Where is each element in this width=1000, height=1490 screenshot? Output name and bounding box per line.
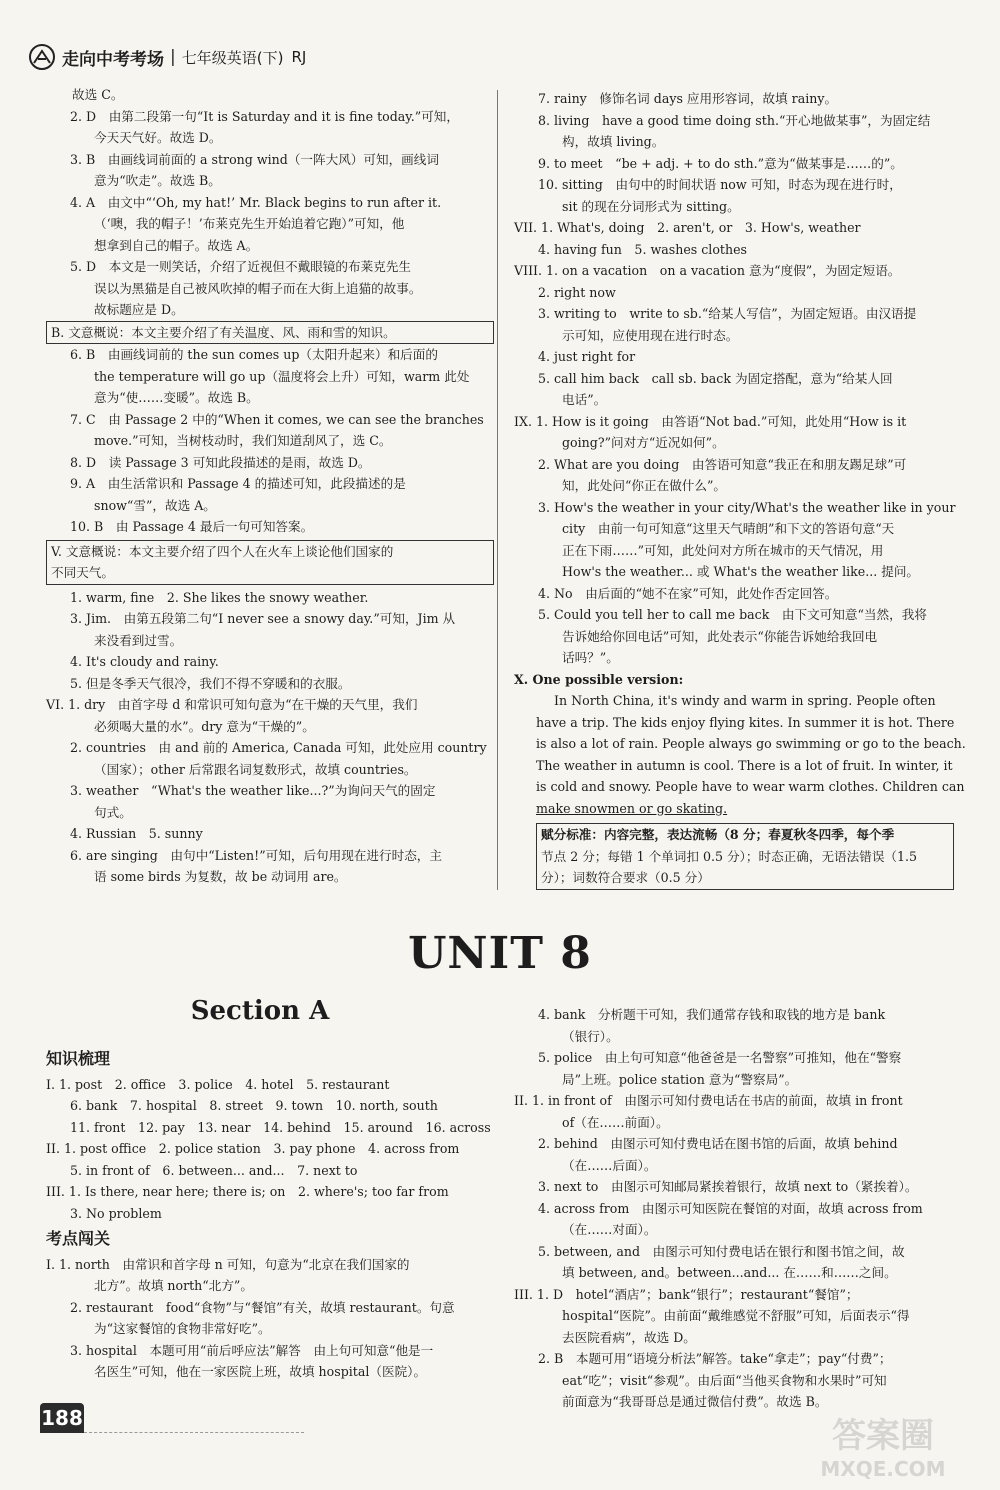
answer-line: 4. No 由后面的“她不在家”可知，此处作否定回答。	[538, 585, 838, 601]
answer-line: 6. are singing 由句中“Listen!”可知，后句用现在进行时态，主	[70, 847, 442, 863]
answer-line: 11. front 12. pay 13. near 14. behind 15. around 16. across	[70, 1119, 491, 1135]
answer-line: 为“这家餐馆的食物非常好吃”。	[94, 1321, 271, 1336]
answer-line: 4. Russian 5. sunny	[70, 826, 203, 841]
column-divider	[497, 90, 498, 890]
answer-line: 5. between, and 由图示可知付费电话在银行和图书馆之间，故	[538, 1243, 905, 1259]
answer-line: 想拿到自己的帽子。故选 A。	[94, 237, 259, 253]
answer-line: 填 between, and。between...and... 在……和……之间。	[562, 1265, 897, 1280]
answer-line: II. 1. post office 2. police station 3. pay phone 4. across from	[46, 1141, 460, 1156]
answer-line: 5. police 由上句可知意“他爸爸是一名警察”可推知，他在“警察	[538, 1050, 902, 1065]
answer-line: IX. 1. How is it going 由答语“Not bad.”可知，此处用“How is it	[514, 413, 907, 429]
answer-line: 3. How's the weather in your city/What's the weather like in your	[538, 499, 956, 515]
answer-line: VI. 1. dry 由首字母 d 和常识可知句意为“在干燥的天气里，我们	[46, 697, 418, 712]
answer-line: 告诉她给你回电话”可知，此处表示“你能告诉她给我回电	[562, 628, 878, 644]
answer-line: 前面意为“我哥哥总是通过微信付费”。故选 B。	[562, 1394, 828, 1409]
answer-line: 2. B 本题可用“语境分析法”解答。take“拿走”；pay“付费”；	[538, 1351, 892, 1366]
answer-line: 必须喝大量的水”。dry 意为“干燥的”。	[94, 718, 315, 734]
logo-icon	[28, 43, 56, 71]
answer-line: of（在……前面）。	[562, 1114, 669, 1130]
answer-line: （银行）。	[562, 1028, 619, 1044]
answer-line: 2. countries 由 and 前的 America, Canada 可知，此处应用 country	[70, 740, 487, 755]
right-column-upper	[514, 88, 966, 890]
answer-line: 故选 C。	[72, 87, 124, 102]
answer-line: 去医院看病”，故选 D。	[562, 1329, 696, 1345]
answer-line: 6. bank 7. hospital 8. street 9. town 10. north, south	[70, 1098, 438, 1113]
answer-line: III. 1. Is there, near here; there is; on 2. where's; too far from	[46, 1184, 449, 1199]
answer-line: 5. D 本文是一则笑话，介绍了近视但不戴眼镜的布莱克先生	[70, 259, 411, 274]
summary-box	[46, 540, 494, 585]
composition-line: is also a lot of rain. People always go swimming or go to the beach.	[536, 736, 966, 751]
answer-line: 5. call him back call sb. back 为固定搭配，意为“给某人回	[538, 370, 893, 386]
answer-line: 句式。	[94, 804, 132, 820]
answer-line: 6. B 由画线词前的 the sun comes up（太阳升起来）和后面的	[70, 347, 438, 362]
answer-line: 7. rainy 修饰名词 days 应用形容词，故填 rainy。	[538, 91, 838, 106]
answer-line: 构，故填 living。	[562, 134, 665, 149]
answer-line: 正在下雨……”可知，此处问对方所在城市的天气情况，用	[562, 542, 884, 558]
answer-line: 4. It's cloudy and rainy.	[70, 654, 219, 669]
answer-line: VII. 1. What's, doing 2. aren't, or 3. How's, weather	[514, 220, 861, 235]
scoring-box	[536, 823, 954, 890]
answer-line: 10. B 由 Passage 4 最后一句可知答案。	[70, 519, 314, 534]
answer-line: 语 some birds 为复数，故 be 动词用 are。	[94, 869, 347, 884]
answer-line: 局”上班。police station 意为“警察局”。	[562, 1071, 798, 1087]
answer-line: （在……对面）。	[562, 1222, 657, 1237]
composition-line: is cold and snowy. People have to wear warm clothes. Children can	[536, 779, 965, 794]
answer-line: 4. across from 由图示可知医院在餐馆的对面，故填 across from	[538, 1200, 923, 1216]
answer-line: 名医生”可知，他在一家医院上班，故填 hospital（医院）。	[94, 1364, 427, 1379]
answer-line: 2. right now	[538, 284, 616, 300]
section-title: Section A	[190, 996, 330, 1026]
answer-line: 4. A 由文中“‘Oh, my hat!’ Mr. Black begins to run after it.	[70, 194, 442, 210]
edition-tag: RJ	[291, 48, 307, 66]
answer-line: 2. behind 由图示可知付费电话在图书馆的后面，故填 behind	[538, 1136, 898, 1151]
page-number: 188	[40, 1403, 84, 1433]
footer-rule	[84, 1432, 304, 1433]
answer-line: （‘噢，我的帽子！’布莱克先生开始追着它跑）”可知，他	[94, 216, 405, 231]
unit-title: UNIT 8	[408, 928, 592, 979]
answer-line: 误以为黑猫是自己被风吹掉的帽子而在大街上追猫的故事。	[94, 280, 422, 296]
answer-line: 8. living have a good time doing sth.“开心地做某事”，为固定结	[538, 112, 931, 128]
summary-line: V. 文意概说：本文主要介绍了四个人在火车上谈论他们国家的	[51, 543, 394, 559]
answer-line: 示可知，应使用现在进行时态。	[562, 327, 739, 343]
answer-line: 4. having fun 5. washes clothes	[538, 241, 747, 257]
answer-line: 故标题应是 D。	[94, 302, 184, 317]
composition-line: In North China, it's windy and warm in spring. People often	[554, 693, 936, 708]
left-column-lower	[46, 1044, 494, 1383]
answer-line: snow“雪”，故选 A。	[94, 497, 216, 513]
answer-line: 今天天气好。故选 D。	[94, 130, 222, 145]
answer-line: sit 的现在分词形式为 sitting。	[562, 198, 740, 214]
scoring-line: 分）；词数符合要求（0.5 分）	[541, 870, 710, 885]
answer-line: 北方”。故填 north“北方”。	[94, 1278, 253, 1293]
answer-line: 3. hospital 本题可用“前后呼应法”解答 由上句可知意“他是一	[70, 1342, 434, 1358]
page-header	[28, 40, 468, 74]
scoring-line: 节点 2 分；每错 1 个单词扣 0.5 分）；时态正确，无语法错误（1.5	[541, 848, 918, 864]
answer-line: How's the weather... 或 What's the weather like... 提问。	[562, 564, 920, 579]
left-column-upper	[46, 84, 494, 888]
answer-line: VIII. 1. on a vacation on a vacation 意为“度假”，为固定短语。	[514, 263, 901, 278]
answer-line: move.”可知，当树枝动时，我们知道刮风了，选 C。	[94, 433, 392, 448]
answer-line: 3. weather “What's the weather like...?”为询问天气的固定	[70, 783, 436, 798]
answer-line: 电话”。	[562, 392, 607, 407]
answer-line: city 由前一句可知意“这里天气晴朗”和下文的答语句意“天	[562, 521, 895, 536]
watermark	[788, 1408, 978, 1480]
answer-line: eat“吃”；visit“参观”。由后面“当他买食物和水果时”可知	[562, 1372, 887, 1388]
answer-line: 3. No problem	[70, 1205, 162, 1221]
answer-line: 意为“使……变暖”。故选 B。	[94, 390, 259, 405]
answer-line: 1. warm, fine 2. She likes the snowy weather.	[70, 589, 369, 605]
watermark-logo: 答案圈	[832, 1416, 934, 1456]
right-column-lower	[514, 1004, 954, 1413]
summary-line: 不同天气。	[51, 565, 114, 580]
answer-line: 3. B 由画线词前面的 a strong wind（一阵大风）可知，画线词	[70, 151, 439, 167]
answer-line: （国家）；other 后常跟名词复数形式，故填 countries。	[94, 761, 417, 777]
header-separator: |	[170, 47, 176, 67]
answer-line: 意为“吹走”。故选 B。	[94, 173, 221, 188]
answer-line: 5. in front of 6. between... and... 7. next to	[70, 1162, 358, 1178]
answer-line: 9. A 由生活常识和 Passage 4 的描述可知，此段描述的是	[70, 476, 406, 491]
answer-line: 2. restaurant food“食物”与“餐馆”有关，故填 restaurant。句意	[70, 1299, 455, 1315]
answer-line: 2. D 由第二段第一句“It is Saturday and it is fine today.”可知，	[70, 108, 459, 124]
answer-line: 来没看到过雪。	[94, 632, 183, 648]
answer-line: 2. What are you doing 由答语可知意“我正在和朋友踢足球”可	[538, 456, 907, 472]
answer-line: I. 1. post 2. office 3. police 4. hotel 5. restaurant	[46, 1076, 390, 1092]
knowledge-heading: 知识梳理	[46, 1049, 111, 1068]
answer-line: 3. writing to write to sb.“给某人写信”，为固定短语。由汉语提	[538, 306, 917, 321]
answer-line: III. 1. D hotel“酒店”；bank“银行”；restaurant“餐馆”；	[514, 1286, 859, 1302]
watermark-url: MXQE.COM	[820, 1457, 946, 1481]
answer-line: 9. to meet “be + adj. + to do sth.”意为“做某事是……的”。	[538, 155, 903, 171]
practice-heading: 考点闯关	[46, 1229, 111, 1248]
answer-line: the temperature will go up（温度将会上升）可知，warm 此处	[94, 368, 470, 384]
answer-line: II. 1. in front of 由图示可知付费电话在书店的前面，故填 in front	[514, 1093, 903, 1108]
answer-line: I. 1. north 由常识和首字母 n 可知，句意为“北京在我们国家的	[46, 1256, 410, 1272]
scoring-line: 赋分标准：内容完整，表达流畅（8 分；春夏秋冬四季，每个季	[541, 827, 895, 842]
answer-line: 10. sitting 由句中的时间状语 now 可知，时态为现在进行时，	[538, 177, 902, 192]
answer-line: 5. 但是冬季天气很冷，我们不得不穿暖和的衣服。	[70, 675, 351, 691]
book-subtitle: 七年级英语(下)	[181, 48, 284, 67]
answer-line: 7. C 由 Passage 2 中的“When it comes, we can see the branches	[70, 411, 484, 427]
answer-line: going?”问对方“近况如何”。	[562, 435, 725, 450]
composition-line: The weather in autumn is cool. There is a lot of fruit. In winter, it	[536, 757, 953, 773]
answer-line: 3. next to 由图示可知邮局紧挨着银行，故填 next to（紧挨着）。	[538, 1179, 918, 1194]
answer-line: hospital“医院”。由前面“戴维感觉不舒服”可知，后面表示“得	[562, 1308, 910, 1323]
answer-line: 知，此处问“你正在做什么”。	[562, 478, 727, 493]
answer-line: 4. bank 分析题干可知，我们通常存钱和取钱的地方是 bank	[538, 1007, 886, 1022]
composition-line: make snowmen or go skating.	[536, 800, 728, 816]
brand-name: 走向中考考场	[62, 49, 164, 70]
answer-line: 5. Could you tell her to call me back 由下文可知意“当然，我将	[538, 607, 927, 622]
composition-line: have a trip. The kids enjoy flying kites. In summer it is hot. There	[536, 714, 955, 730]
composition-heading: X. One possible version:	[514, 671, 684, 687]
summary-box: B. 文意概说：本文主要介绍了有关温度、风、雨和雪的知识。	[46, 321, 494, 345]
answer-line: 3. Jim. 由第五段第二句“I never see a snowy day.”可知，Jim 从	[70, 611, 456, 626]
answer-line: 8. D 读 Passage 3 可知此段描述的是雨，故选 D。	[70, 454, 371, 470]
answer-line: 4. just right for	[538, 349, 636, 364]
answer-line: （在……后面）。	[562, 1157, 657, 1173]
answer-line: 话吗？”。	[562, 650, 619, 665]
